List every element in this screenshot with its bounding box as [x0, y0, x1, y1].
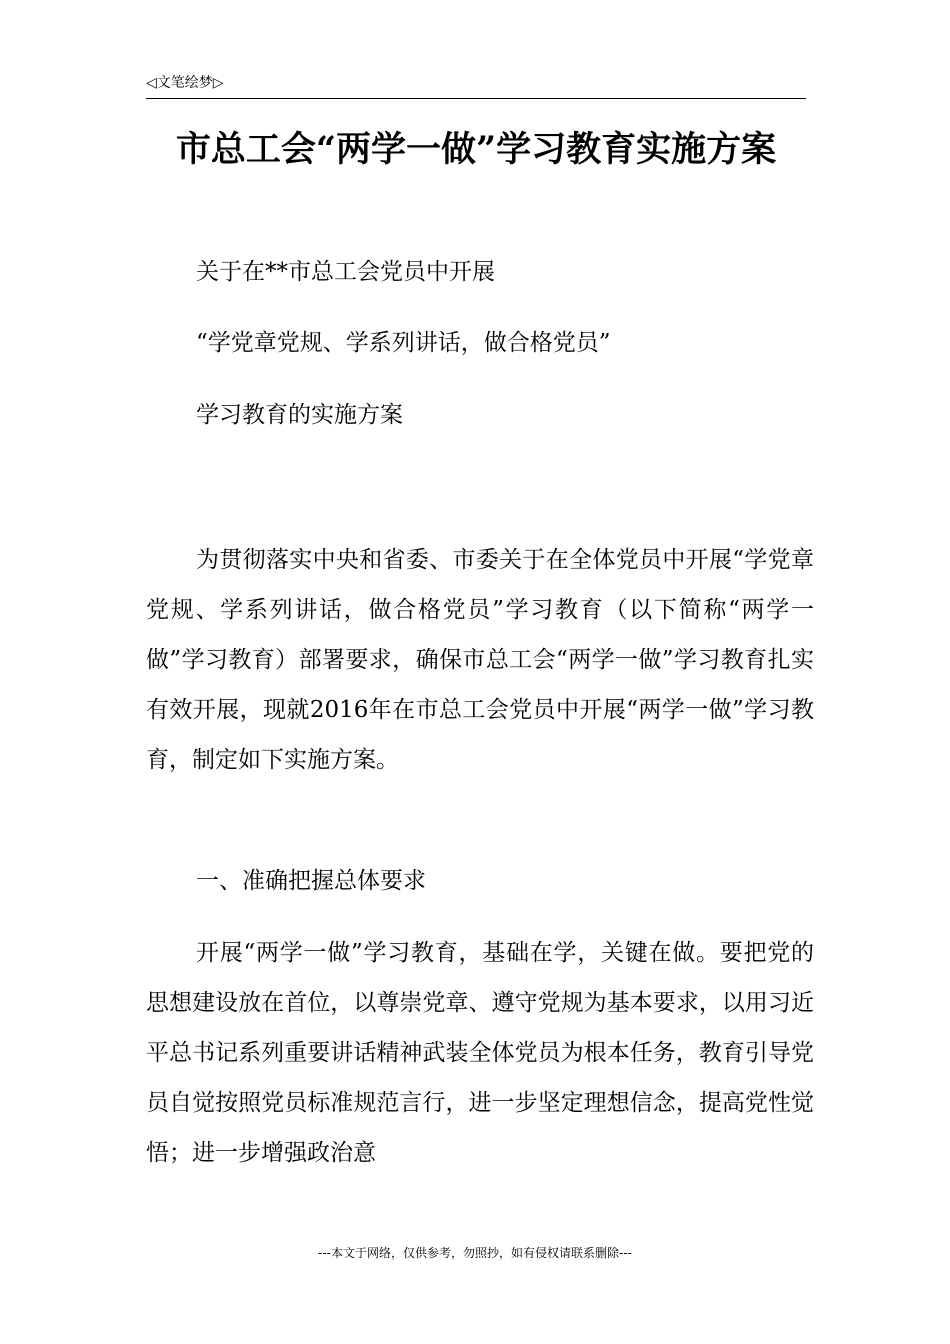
footer-disclaimer: ---本文于网络，仅供参考，勿照抄，如有侵权请联系删除--- [318, 1246, 632, 1260]
page-footer [0, 1244, 950, 1262]
section-heading-1: 一、准确把握总体要求 [196, 868, 426, 894]
subtitle-line-2: “学党章党规、学系列讲话，做合格党员” [196, 330, 611, 356]
document-title: 市总工会“两学一做”学习教育实施方案 [175, 129, 777, 170]
subtitle-line-1: 关于在**市总工会党员中开展 [196, 259, 495, 285]
page-header [146, 72, 806, 99]
body-paragraph: 开展“两学一做”学习教育，基础在学，关键在做。要把党的思想建设放在首位，以尊崇党章、遵守党规为基本要求，以用习近平总书记系列重要讲话精神武装全体党员为根本任务，教育引导党员自觉按照党员标准规范言行，进一步坚定理想信念，提高党性觉悟；进一步增强政治意 [146, 940, 814, 1166]
subtitle-line-3: 学习教育的实施方案 [196, 402, 403, 428]
header-text: ◁文笔绘梦▷ [146, 75, 224, 91]
intro-paragraph: 为贯彻落实中央和省委、市委关于在全体党员中开展“学党章党规、学系列讲话，做合格党员”学习教育（以下简称“两学一做”学习教育）部署要求，确保市总工会“两学一做”学习教育扎实有效开展，现就2016年在市总工会党员中开展“两学一做”学习教育，制定如下实施方案。 [146, 547, 814, 773]
